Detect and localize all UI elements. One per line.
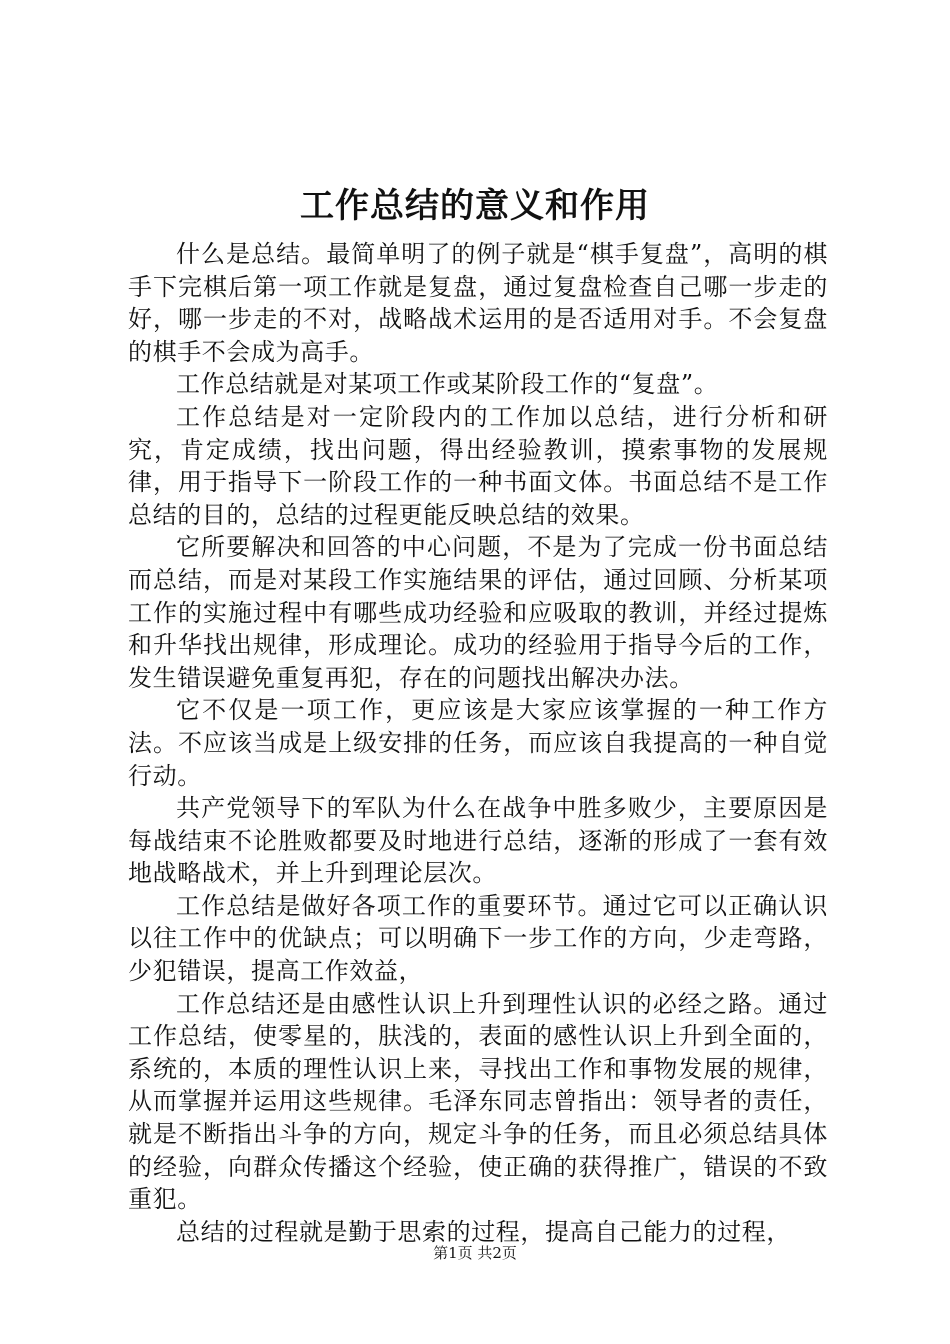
paragraph: 工作总结是做好各项工作的重要环节。通过它可以正确认识以往工作中的优缺点；可以明确下一步工作的方向，少走弯路，少犯错误，提高工作效益， xyxy=(128,891,828,986)
paragraph: 总结的过程就是勤于思索的过程，提高自己能力的过程， xyxy=(176,1217,791,1246)
paragraph: 它所要解决和回答的中心问题，不是为了完成一份书面总结而总结，而是对某段工作实施结果的评估，通过回顾、分析某项工作的实施过程中有哪些成功经验和应吸取的教训，并经过提炼和升华找出规律，形成理论。成功的经验用于指导今后的工作，发生错误避免重复再犯，存在的问题找出解决办法。 xyxy=(128,533,828,692)
paragraph: 共产党领导下的军队为什么在战争中胜多败少，主要原因是每战结束不论胜败都要及时地进行总结，逐渐的形成了一套有效地战略战术，并上升到理论层次。 xyxy=(128,794,828,888)
paragraph: 工作总结就是对某项工作或某阶段工作的“复盘”。 xyxy=(176,370,719,399)
page-number-footer: 第1页 共2页 xyxy=(433,1244,517,1262)
paragraph: 它不仅是一项工作，更应该是大家应该掌握的一种工作方法。不应该当成是上级安排的任务，而应该自我提高的一种自觉行动。 xyxy=(128,696,828,790)
document-body xyxy=(128,238,828,1248)
document-title: 工作总结的意义和作用 xyxy=(300,186,650,226)
paragraph: 工作总结还是由感性认识上升到理性认识的必经之路。通过工作总结，使零星的，肤浅的，表面的感性认识上升到全面的，系统的，本质的理性认识上来，寻找出工作和事物发展的规律，从而掌握并运用这些规律。毛泽东同志曾指出：领导者的责任，就是不断指出斗争的方向，规定斗争的任务，而且必须总结具体的经验，向群众传播这个经验，使正确的获得推广，错误的不致重犯。 xyxy=(128,989,828,1214)
paragraph: 工作总结是对一定阶段内的工作加以总结，进行分析和研究，肯定成绩，找出问题，得出经验教训，摸索事物的发展规律，用于指导下一阶段工作的一种书面文体。书面总结不是工作总结的目的，总结的过程更能反映总结的效果。 xyxy=(128,402,828,529)
paragraph: 什么是总结。最简单明了的例子就是“棋手复盘”，高明的棋手下完棋后第一项工作就是复盘，通过复盘检查自己哪一步走的好，哪一步走的不对，战略战术运用的是否适用对手。不会复盘的棋手不会成为高手。 xyxy=(128,240,828,366)
